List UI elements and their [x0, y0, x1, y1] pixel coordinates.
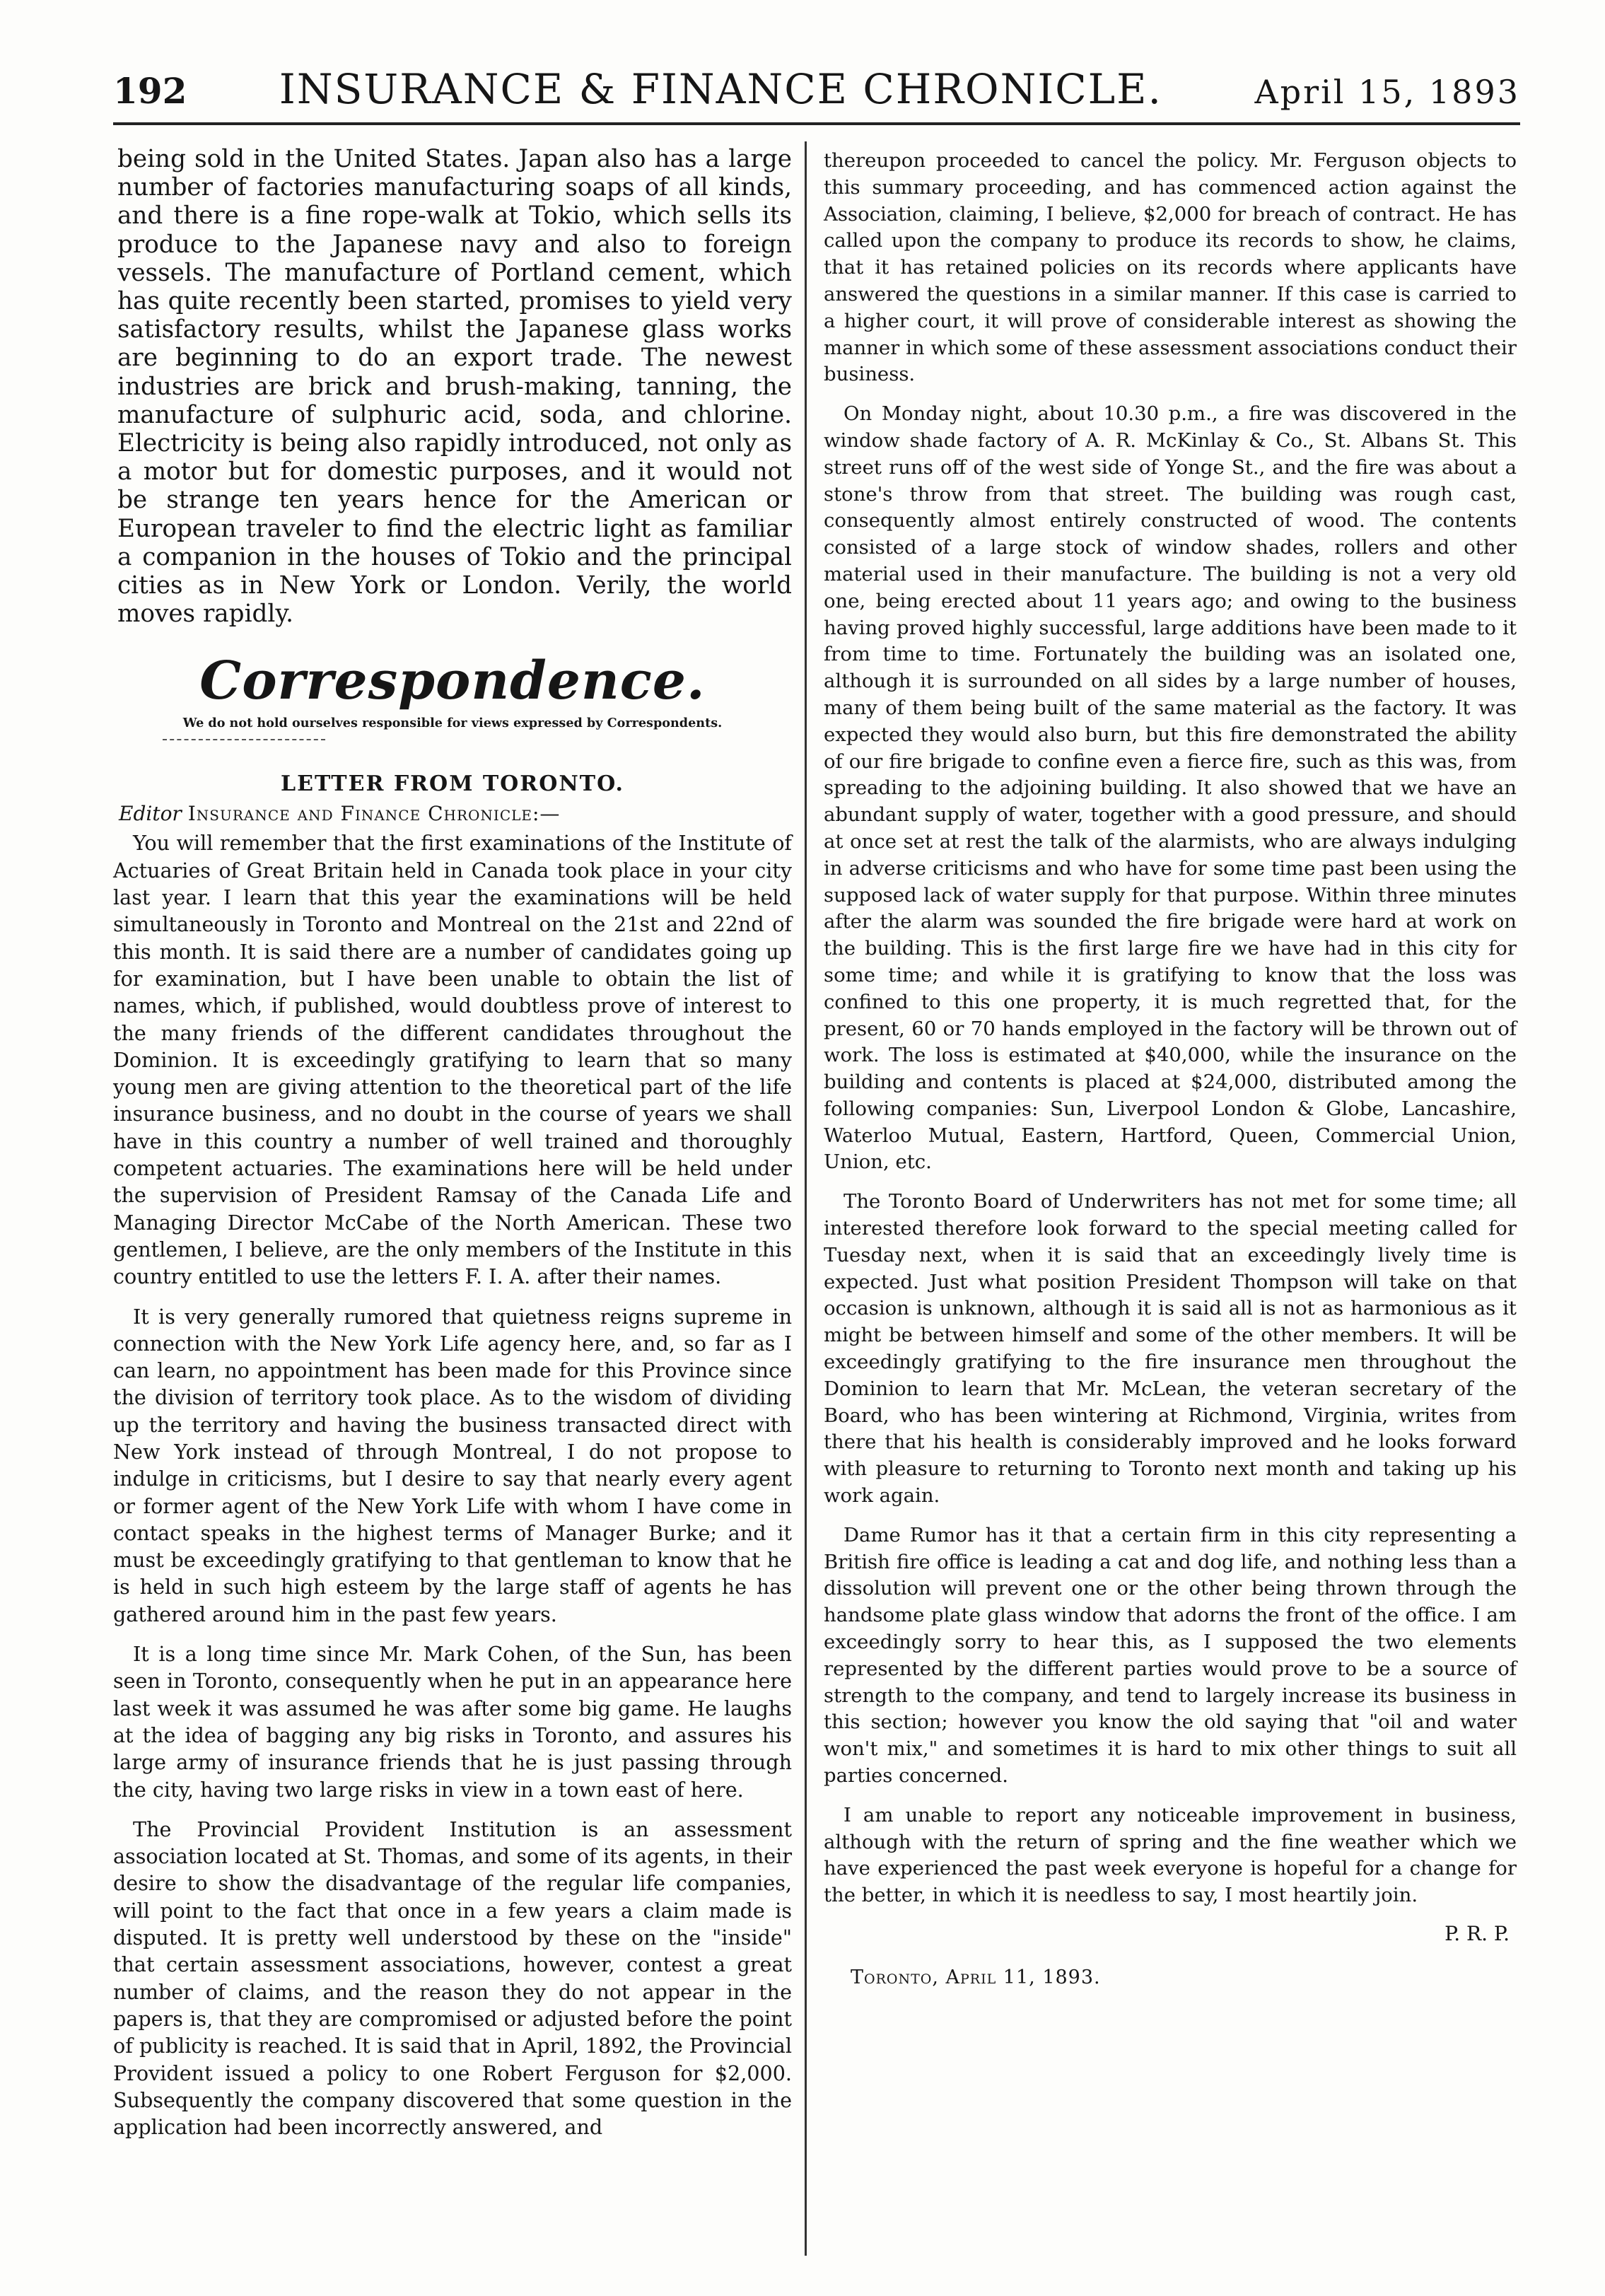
letter-paragraph: It is very generally rumored that quietness reigns supreme in connection with the New York Life agency here, and, so far as I can learn, no appointment has been made for this Province since the division of territory took place. As to the wisdom of dividing up the territory and having the business transacted direct with New York instead of through Montreal, I do not propose to indulge in criticisms, but I desire to say that nearly every agent or former agent of the New York Life with whom I have come in contact speaks in the highest terms of Manager Burke; and it must be exceedingly gratifying to that gentleman to know that he is held in such high esteem by the large staff of agents he has gathered around him in the past few years. [113, 1304, 792, 1626]
section-disclaimer: We do not hold ourselves responsible for views expressed by Correspondents. [182, 716, 723, 731]
header-rule [113, 122, 1520, 125]
page-number: 192 [113, 70, 187, 112]
letter-paragraph: Dame Rumor has it that a certain firm in this city representing a British fire office is leading a cat and dog life, and nothing less than a dissolution will prevent one or the other being thrown through the handsome plate glass window that adorns the front of the office. I am exceedingly sorry to hear this, as I supposed the two elements represented by the different parties would prove to be a source of strength to the company, and tend to largely increase its business in this section; however you know the old saying that "oil and water won't mix," and sometimes it is hard to mix other things to suit all parties concerned. [824, 1523, 1517, 1788]
salutation-name: Insurance and Finance Chronicle:— [187, 802, 561, 826]
page-header [113, 65, 1520, 115]
letter-dateline: Toronto, April 11, 1893. [851, 1966, 1101, 1988]
letter-title: LETTER FROM TORONTO. [281, 771, 624, 797]
section-heading: Correspondence. [199, 651, 706, 712]
disclaimer-rule [163, 739, 325, 740]
lead-article-text: being sold in the United States. Japan also has a large number of factories manufacturing soaps of all kinds, and there is a fine rope-walk at Tokio, which sells its produce to the Japanese navy and also to foreign vessels. The manufacture of Portland cement, which has quite recently been started, promises to yield very satisfactory results, whilst the Japanese glass works are beginning to do an export trade. The newest industries are brick and brush-making, tanning, the manufacture of sulphuric acid, soda, and chlorine. Electricity is being also rapidly introduced, not only as a motor but for domestic purposes, and it would not be strange ten years hence for the American or European traveler to find the electric light as familiar a companion in the houses of Tokio and the principal cities as in New York or London. Verily, the world moves rapidly. [117, 145, 792, 629]
letter-salutation [119, 802, 792, 825]
left-column [113, 145, 792, 2153]
right-column [824, 145, 1517, 1988]
column-divider [805, 141, 807, 2256]
salutation-prefix: Editor [119, 802, 182, 826]
letter-paragraph: It is a long time since Mr. Mark Cohen, of the Sun, has been seen in Toronto, consequently when he put in an appearance here last week it was assumed he was after some big game. He laughs at the idea of bagging any big risks in Toronto, and assures his large army of insurance friends that he is just passing through the city, having two large risks in view in a town east of here. [113, 1642, 792, 1802]
letter-paragraph: thereupon proceeded to cancel the policy. Mr. Ferguson objects to this summary proceeding, and has commenced action against the Association, claiming, I believe, $2,000 for breach of contract. He has called upon the company to produce its records to show, he claims, that it has retained policies on its records where applicants have answered the questions in a similar manner. If this case is carried to a higher court, it will prove of considerable interest as showing the manner in which some of these assessment associations conduct their business. [824, 149, 1517, 386]
letter-paragraph: On Monday night, about 10.30 p.m., a fire was discovered in the window shade factory of A. R. McKinlay & Co., St. Albans St. This street runs off of the west side of Yonge St., and the fire was about a stone's throw from that street. The building was rough cast, consequently almost entirely constructed of wood. The contents consisted of a large stock of window shades, rollers and other material used in their manufacture. The building is not a very old one, being erected about 11 years ago; and owing to the business having proved highly successful, large additions have been made to it from time to time. Fortunately the building was an isolated one, although it is surrounded on all sides by a large number of houses, many of them being built of the same material as the factory. It was expected they would also burn, but this fire demonstrated the ability of our fire brigade to confine even a fierce fire, such as this was, from spreading to the adjoining building. It also showed that we have an abundant supply of water, together with a good pressure, and should at once set at rest the talk of the alarmists, who are always indulging in adverse criticisms and who have for some time past been using the supposed lack of water supply for that purpose. Within three minutes after the alarm was sounded the fire brigade were hard at work on the building. This is the first large fire we have had in this city for some time; and while it is gratifying to know that the loss was confined to this one property, it is much regretted that, for the present, 60 or 70 hands employed in the factory will be thrown out of work. The loss is estimated at $40,000, while the insurance on the building and contents is placed at $24,000, distributed among the following companies: Sun, Liverpool London & Globe, Lancashire, Waterloo Mutual, Eastern, Hartford, Queen, Commercial Union, Union, etc. [824, 402, 1517, 1174]
letter-signature: P. R. P. [1444, 1922, 1510, 1945]
letter-paragraph: The Provincial Provident Institution is an assessment association located at St. Thomas, and some of its agents, in their desire to show the disadvantage of the regular life companies, will point to the fact that once in a few years a claim made is disputed. It is pretty well understood by these on the "inside" that certain assessment associations, however, contest a great number of claims, and the reason they do not appear in the papers is, that they are compromised or adjusted before the point of publicity is reached. It is said that in April, 1892, the Provincial Provident issued a policy to one Robert Ferguson for $2,000. Subsequently the company discovered that some question in the application had been incorrectly answered, and [113, 1817, 792, 2140]
letter-paragraph: I am unable to report any noticeable improvement in business, although with the return of spring and the fine weather which we have experienced the past week everyone is hopeful for a change for the better, in which it is needless to say, I most heartily join. [824, 1803, 1517, 1907]
letter-paragraph: You will remember that the first examinations of the Institute of Actuaries of Great Britain held in Canada took place in your city last year. I learn that this year the examinations will be held simultaneously in Toronto and Montreal on the 21st and 22nd of this month. It is said there are a number of candidates going up for examination, but I have been unable to obtain the list of names, which, if published, would doubtless prove of interest to the many friends of the different candidates throughout the Dominion. It is exceedingly gratifying to learn that so many young men are giving attention to the theoretical part of the life insurance business, and no doubt in the course of years we shall have in this country a number of well trained and thoroughly competent actuaries. The examinations here will be held under the supervision of President Ramsay of the Canada Life and Managing Director McCabe of the North American. These two gentlemen, I believe, are the only members of the Institute in this country entitled to use the letters F. I. A. after their names. [113, 831, 792, 1289]
letter-paragraph: The Toronto Board of Underwriters has not met for some time; all interested therefore look forward to the special meeting called for Tuesday next, when it is said that an exceedingly lively time is expected. Just what position President Thompson will take on that occasion is unknown, although it is said all is not as harmonious as it might be between himself and some of the other members. It will be exceedingly gratifying to the fire insurance men throughout the Dominion to learn that Mr. McLean, the veteran secretary of the Board, who has been wintering at Richmond, Virginia, writes from there that his health is considerably improved and he looks forward with pleasure to returning to Toronto next month and taking up his work again. [824, 1190, 1517, 1508]
journal-title: INSURANCE & FINANCE CHRONICLE. [279, 65, 1162, 113]
issue-date: April 15, 1893 [1254, 73, 1520, 111]
